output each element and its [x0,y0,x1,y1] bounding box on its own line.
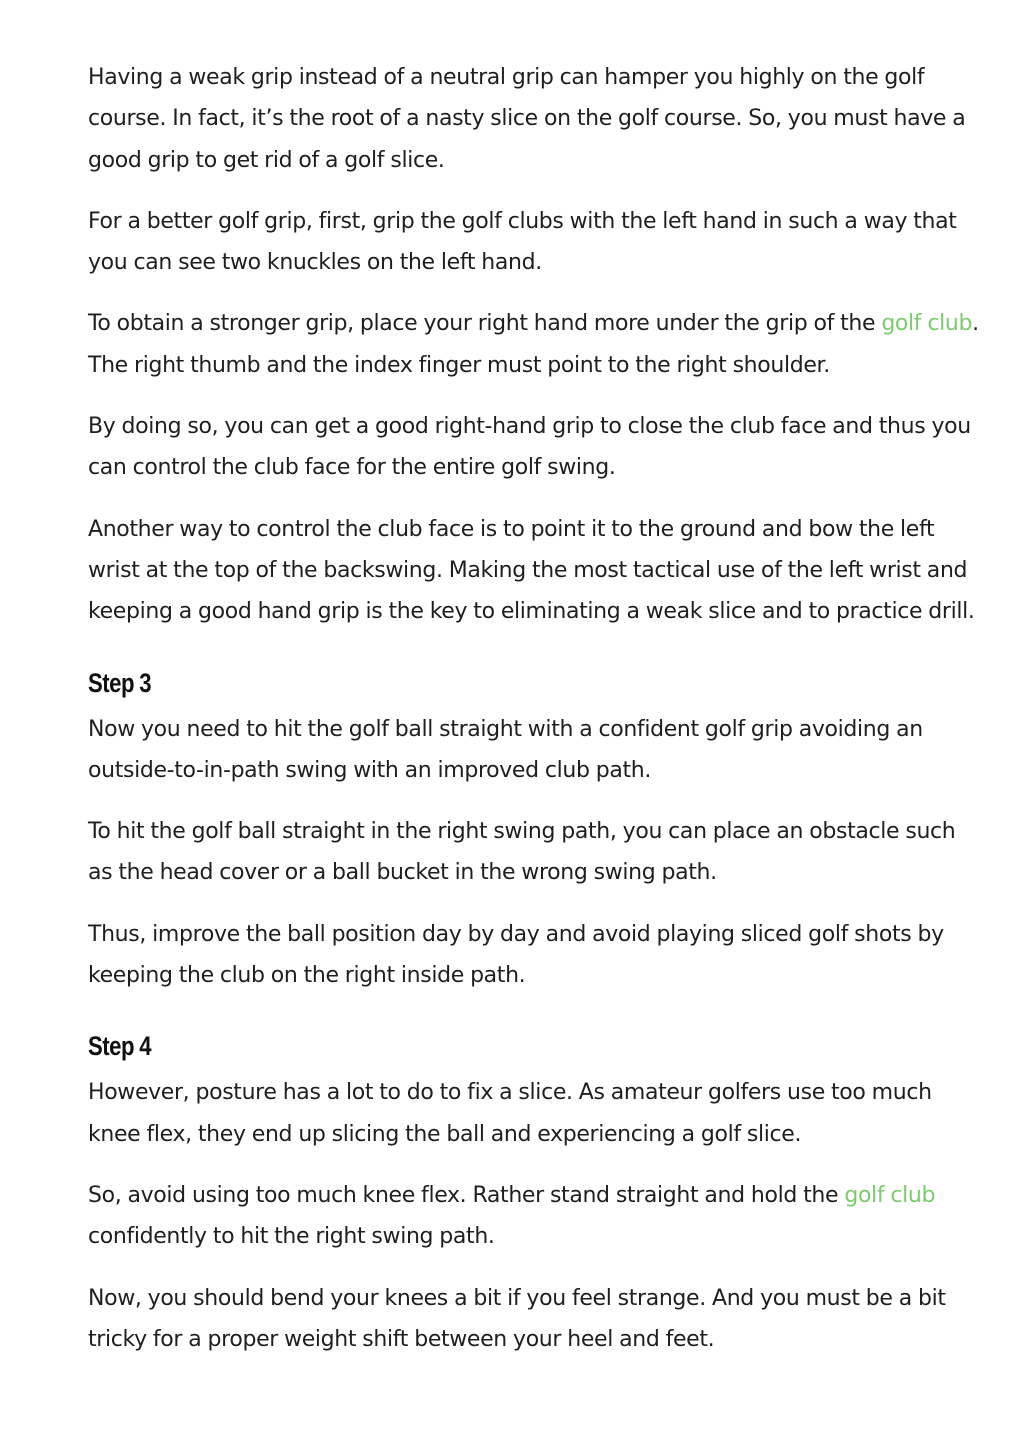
golf-club-link[interactable]: golf club [881,311,973,337]
paragraph-text: To obtain a stronger grip, place your right hand more under the grip of the [88,311,882,337]
paragraph-control-club-face: Another way to control the club face is to point it to the ground and bow the left wrist at the top of the backswing. Making the most tactical use of the left wrist and keeping a good hand grip is the key to eliminating a weak slice and to practice drill. [88,516,975,625]
step-3-heading: Step 3 [88,667,152,698]
paragraph-stronger-grip [88,303,980,386]
paragraph-text: confidently to hit the right swing path. [88,1224,495,1250]
paragraph-obstacle: To hit the golf ball straight in the right swing path, you can place an obstacle such as the head cover or a ball bucket in the wrong swing path. [88,819,956,886]
paragraph-weak-grip: Having a weak grip instead of a neutral grip can hamper you highly on the golf course. In fact, it’s the root of a nasty slice on the golf course. So, you must have a good grip to get rid of a golf slice. [88,65,966,173]
paragraph-knee-flex [88,1175,980,1258]
golf-club-link[interactable]: golf club [844,1182,936,1208]
paragraph-text: . The right thumb and the index finger must point to the right shoulder. [88,311,979,378]
paragraph-bend-knees: Now, you should bend your knees a bit if you feel strange. And you must be a bit tricky for a proper weight shift between your heel and feet. [88,1285,946,1352]
paragraph-text: So, avoid using too much knee flex. Rather stand straight and hold the [88,1182,845,1208]
article-body [88,57,980,1380]
paragraph-right-hand-grip: By doing so, you can get a good right-hand grip to close the club face and thus you can control the club face for the entire golf swing. [88,414,971,481]
paragraph-ball-position: Thus, improve the ball position day by day and avoid playing sliced golf shots by keeping the club on the right inside path. [88,921,944,989]
paragraph-posture: However, posture has a lot to do to fix a slice. As amateur golfers use too much knee flex, they end up slicing the ball and experiencing a golf slice. [88,1080,932,1147]
paragraph-better-grip: For a better golf grip, first, grip the golf clubs with the left hand in such a way that you can see two knuckles on the left hand. [88,208,957,276]
step-4-heading: Step 4 [88,1031,152,1062]
paragraph-hit-straight: Now you need to hit the golf ball straight with a confident golf grip avoiding an outside-to-in-path swing with an improved club path. [88,716,923,783]
